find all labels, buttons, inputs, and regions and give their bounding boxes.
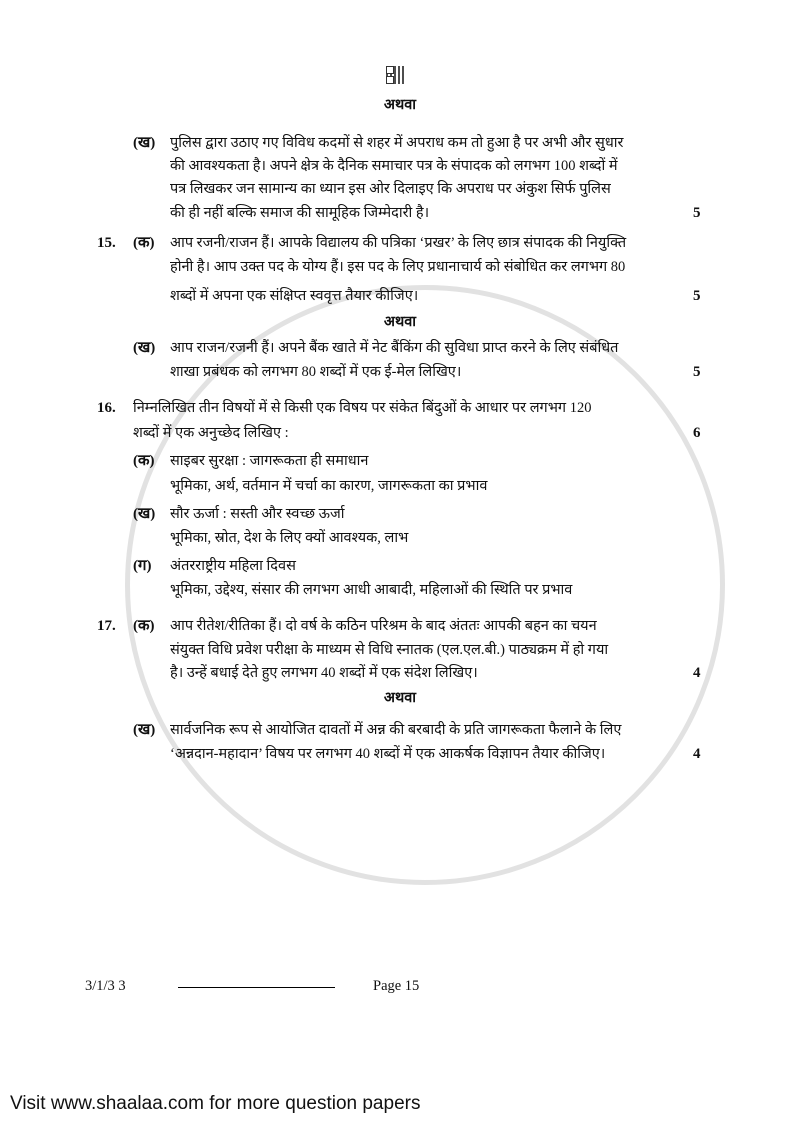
text-line: आप रीतेश/रीतिका हैं। दो वर्ष के कठिन परिश्रम के बाद अंततः आपकी बहन का चयन: [170, 618, 597, 634]
sub-label: (क): [133, 235, 155, 251]
sub-label: (ग): [133, 558, 152, 574]
text-line: संयुक्त विधि प्रवेश परीक्षा के माध्यम से विधि स्नातक (एल.एल.बी.) पाठ्यक्रम में हो गया: [170, 642, 609, 658]
sub-label: (ख): [133, 722, 156, 738]
text-line: सार्वजनिक रूप से आयोजित दावतों में अन्न की बरबादी के प्रति जागरूकता फैलाने के लिए: [170, 722, 622, 738]
sub-label: (क): [133, 618, 155, 634]
sub-label: (ख): [133, 340, 156, 356]
option-points: भूमिका, स्रोत, देश के लिए क्यों आवश्यक, लाभ: [170, 530, 409, 546]
option-title: सौर ऊर्जा : सस्ती और स्वच्छ ऊर्जा: [170, 506, 345, 522]
question-number: 15.: [97, 235, 116, 251]
or-heading: अथवा: [383, 690, 417, 706]
text-line: निम्नलिखित तीन विषयों में से किसी एक विषय पर संकेत बिंदुओं के आधार पर लगभग 120: [133, 400, 592, 416]
text-line: है। उन्हें बधाई देते हुए लगभग 40 शब्दों में एक संदेश लिखिए।: [170, 665, 478, 681]
text-line: शब्दों में एक अनुच्छेद लिखिए :: [133, 425, 289, 441]
text-line: की ही नहीं बल्कि समाज की सामूहिक जिम्मेदारी है।: [170, 205, 430, 221]
sub-label: (ख): [133, 135, 156, 151]
marks: 4: [693, 665, 701, 681]
text-line: शाखा प्रबंधक को लगभग 80 शब्दों में एक ई-मेल लिखिए।: [170, 364, 462, 380]
option-points: भूमिका, अर्थ, वर्तमान में चर्चा का कारण, जागरूकता का प्रभाव: [170, 478, 488, 494]
page-number: Page 15: [373, 978, 420, 994]
footer-divider: [178, 987, 335, 988]
or-heading: अथवा: [383, 97, 417, 113]
text-line: की आवश्यकता है। अपने क्षेत्र के दैनिक समाचार पत्र के संपादक को लगभग 100 शब्दों में: [170, 158, 618, 174]
paper-code: 3/1/3 3: [85, 978, 126, 994]
promo-banner: Visit www.shaalaa.com for more question papers: [10, 1093, 421, 1114]
option-points: भूमिका, उद्देश्य, संसार की लगभग आधी आबादी, महिलाओं की स्थिति पर प्रभाव: [170, 582, 573, 598]
sub-label: (ख): [133, 506, 156, 522]
question-number: 17.: [97, 618, 116, 634]
qr-code-icon: [386, 66, 404, 84]
question-number: 16.: [97, 400, 116, 416]
sub-label: (क): [133, 453, 155, 469]
option-title: अंतरराष्ट्रीय महिला दिवस: [170, 558, 296, 574]
marks: 4: [693, 746, 701, 762]
marks: 5: [693, 205, 701, 221]
option-title: साइबर सुरक्षा : जागरूकता ही समाधान: [170, 453, 369, 469]
text-line: आप राजन/रजनी हैं। अपने बैंक खाते में नेट बैंकिंग की सुविधा प्राप्त करने के लिए संबंधित: [170, 340, 619, 356]
text-line: आप रजनी/राजन हैं। आपके विद्यालय की पत्रिका ‘प्रखर’ के लिए छात्र संपादक की नियुक्ति: [170, 235, 627, 251]
marks: 5: [693, 288, 701, 304]
text-line: शब्दों में अपना एक संक्षिप्त स्ववृत्त तैयार कीजिए।: [170, 288, 419, 304]
marks: 6: [693, 425, 701, 441]
text-line: ‘अन्नदान-महादान’ विषय पर लगभग 40 शब्दों में एक आकर्षक विज्ञापन तैयार कीजिए।: [170, 746, 606, 762]
or-heading: अथवा: [383, 314, 417, 330]
text-line: पुलिस द्वारा उठाए गए विविध कदमों से शहर में अपराध कम तो हुआ है पर अभी और सुधार: [170, 135, 624, 151]
text-line: पत्र लिखकर जन सामान्य का ध्यान इस ओर दिलाइए कि अपराध पर अंकुश सिर्फ पुलिस: [170, 181, 611, 197]
marks: 5: [693, 364, 701, 380]
text-line: होनी है। आप उक्त पद के योग्य हैं। इस पद के लिए प्रधानाचार्य को संबोधित कर लगभग 80: [170, 259, 626, 275]
